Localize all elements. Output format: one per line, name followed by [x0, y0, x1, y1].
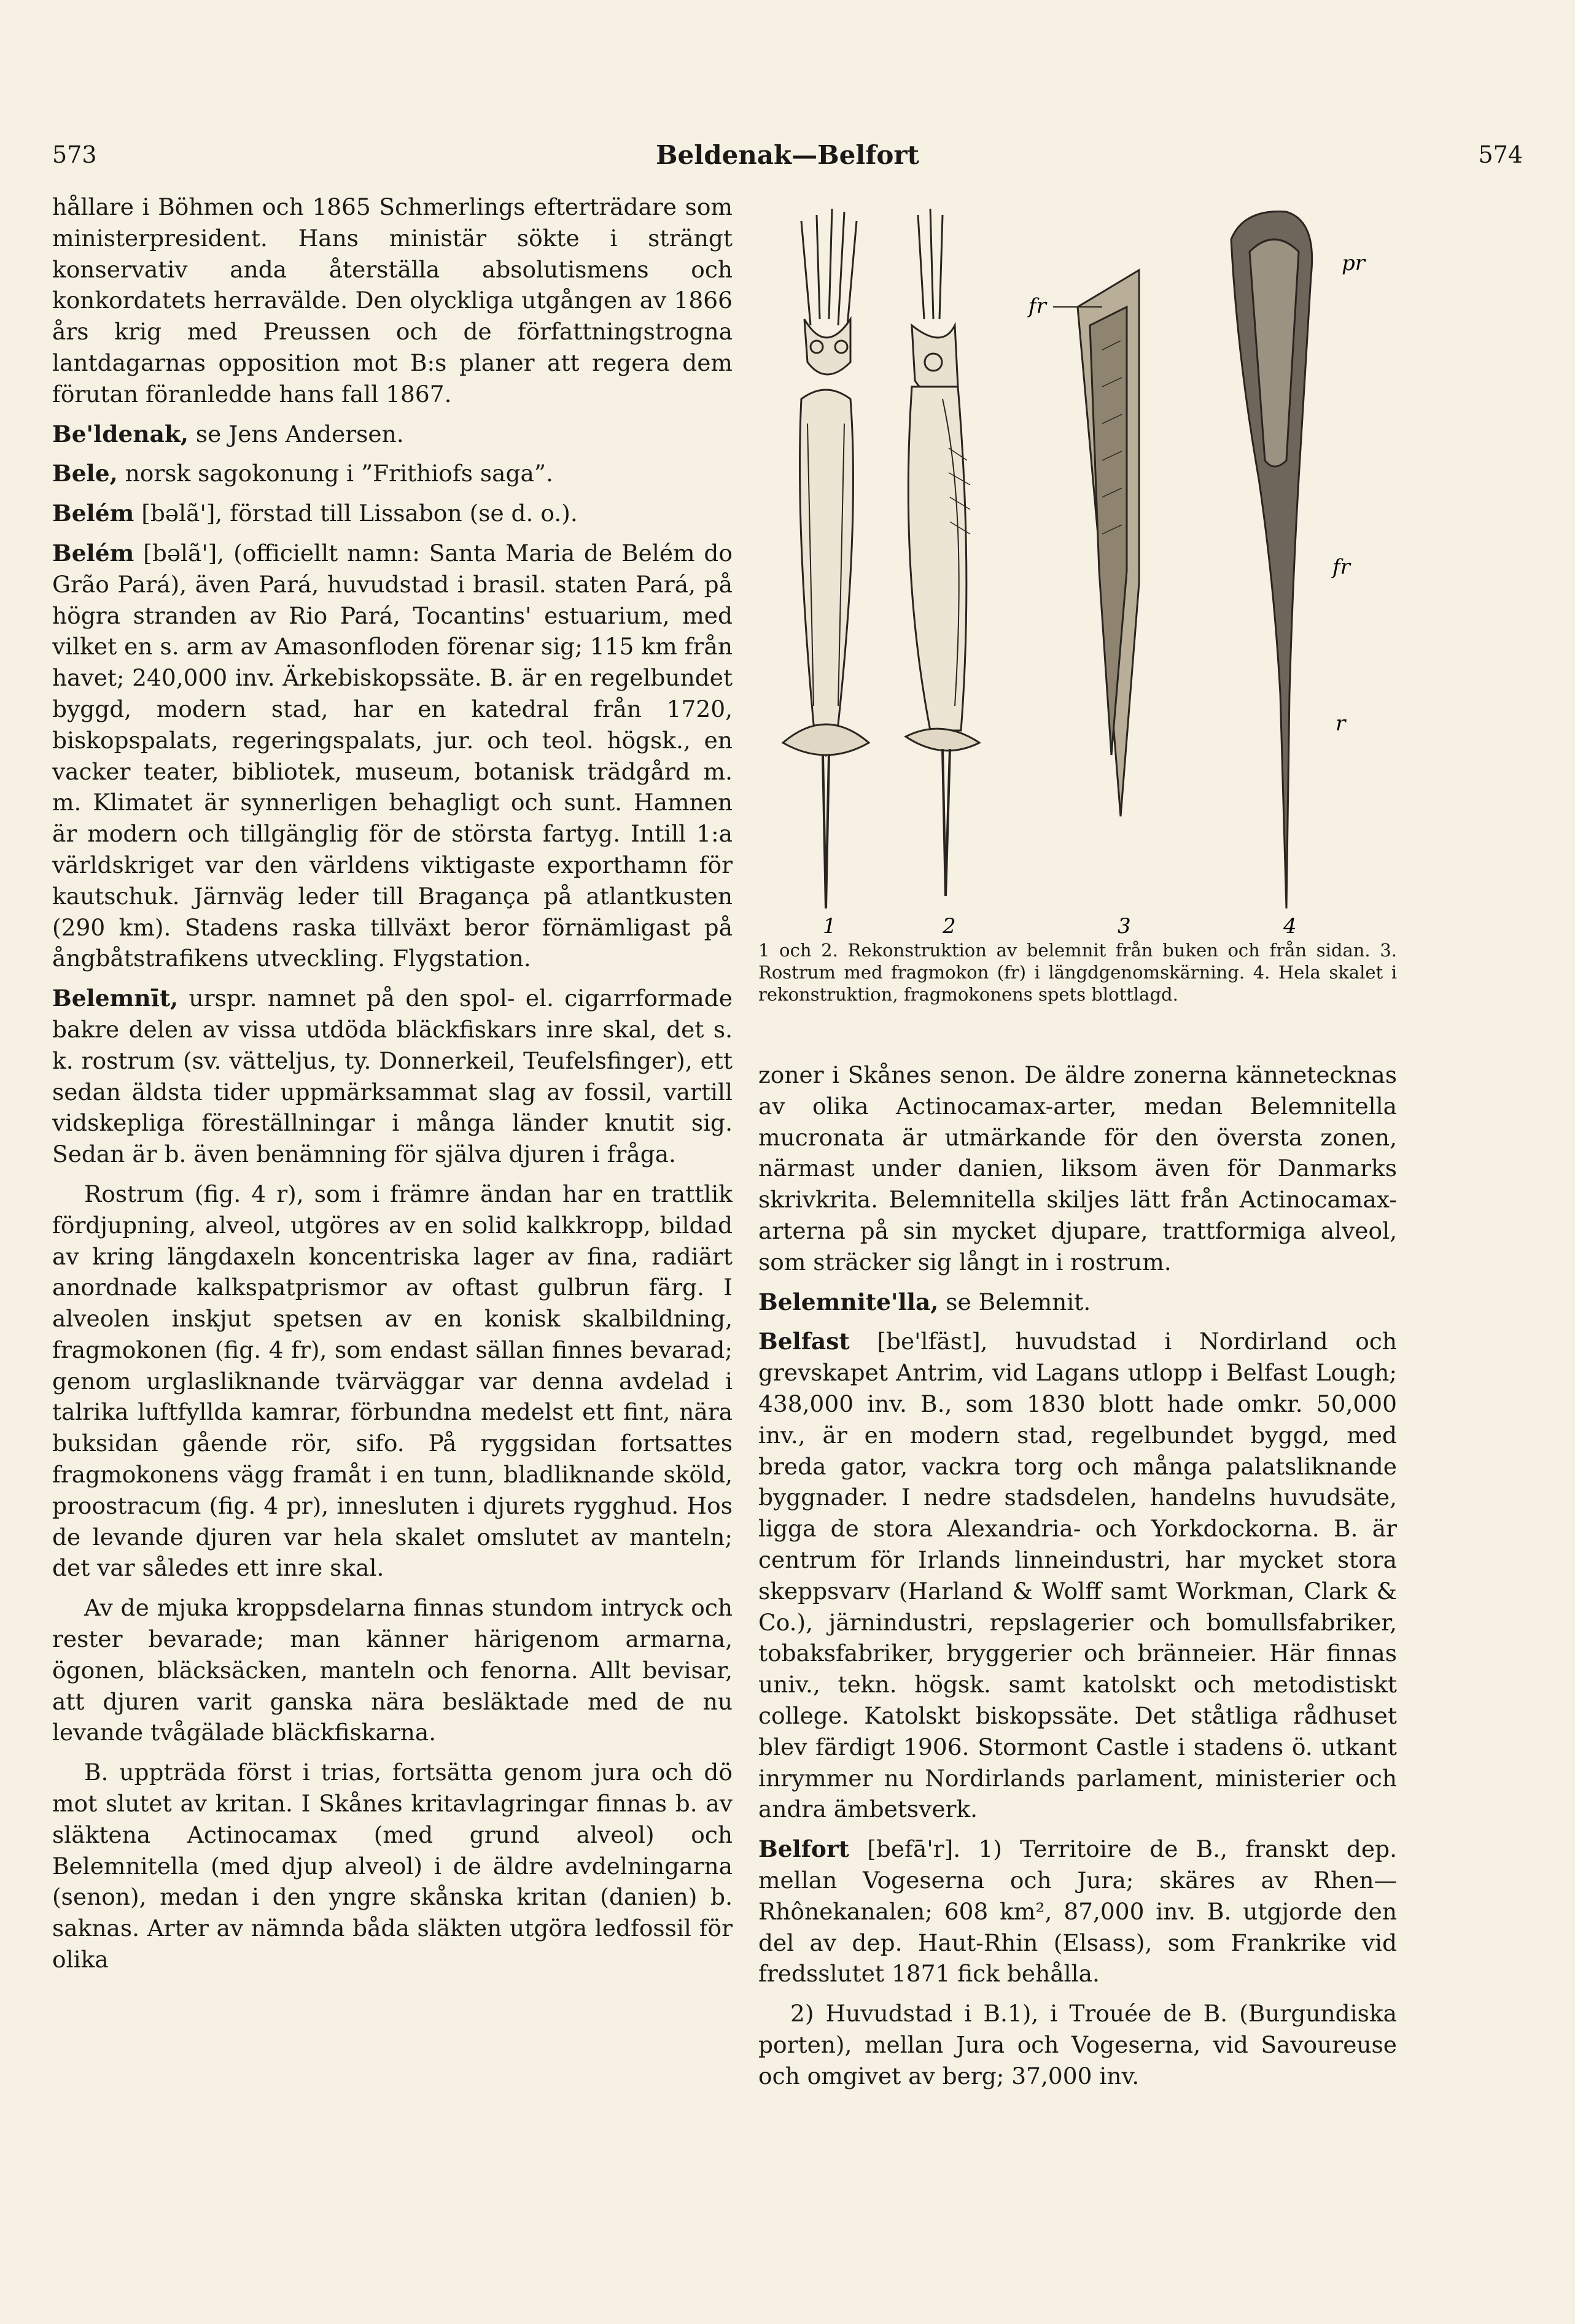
headword: Bele,	[52, 460, 118, 487]
page-number-left: 573	[52, 141, 97, 168]
running-head: Beldenak—Belfort	[656, 140, 919, 170]
entry-belem-1: Belém [bəlã'], förstad till Lissabon (se d. o.).	[52, 500, 578, 527]
headword: Belemnīt,	[52, 985, 179, 1012]
headword: Belém	[52, 539, 134, 567]
figure-2-drawing	[906, 209, 979, 896]
figure-number-4: 4	[1283, 914, 1297, 939]
headword: Belemnite'lla,	[758, 1288, 939, 1315]
entry-paragraph: 2) Huvudstad i B.1), i Trouée de B. (Burgundiska porten), mellan Jura och Vogeserna, vid Savoureuse och omgivet av berg; 37,000 inv.	[758, 2000, 1397, 2090]
entry-belemnit: Belemnīt, urspr. namnet på den spol- el. cigarrformade bakre delen av vissa utdöda bläckfiskars inre skal, det s. k. rostrum (sv. vätteljus, ty. Donnerkeil, Teufelsfinger), ett sedan äldsta tider uppmärksammat slag av fossil, vartill vidskepliga föreställningar i många länder knutit sig. Sedan är b. även benämning för själva djuren i fråga.	[52, 985, 733, 1168]
entry-belem-2: Belém [bəlã'], (officiellt namn: Santa Maria de Belém do Grão Pará), även Pará, huvudstad i brasil. staten Pará, på högra stranden av Rio Pará, Tocantins' estuarium, med vilket en s. arm av Amasonfloden förenar sig; 115 km från havet; 240,000 inv. Ärkebiskopssäte. B. är en regelbundet byggd, modern stad, har en katedral från 1720, biskopspalats, regeringspalats, jur. och teol. högsk., en vacker teater, bibliotek, museum, botanisk trädgård m. m. Klimatet är synnerligen behagligt och sunt. Hamnen är modern och tillgänglig för de största fartyg. Intill 1:a världskriget var den världens viktigaste exporthamn för kautschuk. Järnväg leder till Bragança på atlantkusten (290 km). Stadens raska tillväxt beror förnämligast på ångbåtstrafikens utveckling. Flygstation.	[52, 539, 733, 972]
belemnite-illustration	[758, 203, 1397, 939]
right-column	[758, 1059, 1397, 2101]
entry-bele: Bele, norsk sagokonung i ”Frithiofs saga”.	[52, 460, 553, 487]
headword: Belfort	[758, 1835, 850, 1863]
headword: Be'ldenak,	[52, 420, 189, 447]
entry-belfast: Belfast [be'lfäst], huvudstad i Nordirland och grevskapet Antrim, vid Lagans utlopp i Belfast Lough; 438,000 inv. B., som 1830 blott hade omkr. 50,000 inv., är en modern stad, regelbundet byggd, med breda gator, vackra torg och många palatsliknande byggnader. I nedre stadsdelen, handelns huvudsäte, ligga de stora Alexandria- och Yorkdockorna. B. är centrum för Irlands linneindustri, har mycket stora skeppsvarv (Harland & Wolff samt Workman, Clark & Co.), järnindustri, repslagerier och bomullsfabriker, tobaksfabriker, bryggerier och bränneier. Här finnas univ., tekn. högsk. samt katolskt och metodistiskt college. Katolskt biskopssäte. Det ståtliga rådhuset blev färdigt 1906. Stormont Castle i stadens ö. utkant inrymmer nu Nordirlands parlament, ministerier och andra ämbetsverk.	[758, 1328, 1397, 1823]
figure-3-drawing	[1078, 270, 1139, 816]
headword: Belém	[52, 500, 134, 527]
figure-caption: 1 och 2. Rekonstruktion av belemnit från buken och från sidan. 3. Rostrum med fragmokon (fr) i längdgenomskärning. 4. Hela skalet i rekonstruktion, fragmokonens spets blottlagd.	[758, 940, 1397, 1005]
page-number-right: 574	[1478, 141, 1523, 168]
entry-belfort: Belfort [befā'r]. 1) Territoire de B., franskt dep. mellan Vogeserna och Jura; skäres av Rhen—Rhônekanalen; 608 km², 87,000 inv. B. utgjorde den del av dep. Haut-Rhin (Elsass), som Frankrike vid fredsslutet 1871 fick behålla.	[758, 1835, 1397, 1988]
belemnite-figure	[758, 203, 1397, 988]
figure-number-2: 2	[943, 914, 956, 939]
entry-belemnitella: Belemnite'lla, se Belemnit.	[758, 1288, 1091, 1315]
entry-paragraph: B. uppträda först i trias, fortsätta genom jura och dö mot slutet av kritan. I Skånes kritavlagringar finnas b. av släktena Actinocamax (med grund alveol) och Belemnitella (med djup alveol) i de äldre avdelningarna (senon), medan i den yngre skånska kritan (danien) b. saknas. Arter av nämnda båda släkten utgöra ledfossil för olika	[52, 1759, 733, 1973]
entry-paragraph: Rostrum (fig. 4 r), som i främre ändan har en trattlik fördjupning, alveol, utgöres av en solid kalkkropp, bildad av kring längdaxeln koncentriska lager av fina, radiärt anordnade kalkspatprismor av oftast gulbrun färg. I alveolen inskjut spetsen av en konisk skalbildning, fragmokonen (fig. 4 fr), som endast sällan finnes bevarad; genom urglasliknande tvärväggar var denna avdelad i talrika luftfyllda kamrar, förbundna medelst ett fint, nära buksidan gående rör, sifo. På ryggsidan fortsattes fragmokonens vägg framåt i en tunn, bladliknande sköld, proostracum (fig. 4 pr), innesluten i djurets rygghud. Hos de levande djuren var hela skalet omslutet av manteln; det var således ett inre skal.	[52, 1180, 733, 1582]
figure-1-drawing	[783, 209, 869, 908]
figure-number-1: 1	[823, 914, 836, 939]
label-r: r	[1336, 711, 1346, 736]
headword: Belfast	[758, 1328, 850, 1355]
entry-paragraph: zoner i Skånes senon. De äldre zonerna kännetecknas av olika Actinocamax-arter, medan Belemnitella mucronata är utmärkande för den översta zonen, närmast under danien, liksom även för Danmarks skrivkrita. Belemnitella skiljes lätt från Actinocamax-arterna på sin mycket djupare, trattformiga alveol, som sträcker sig långt in i rostrum.	[758, 1061, 1397, 1276]
entry-beldenak: Be'ldenak, se Jens Andersen.	[52, 420, 404, 447]
label-pr: pr	[1342, 251, 1366, 276]
left-column	[52, 192, 733, 1984]
label-fr-3: fr	[1029, 294, 1046, 319]
entry-paragraph: Av de mjuka kroppsdelarna finnas stundom intryck och rester bevarade; man känner härigenom armarna, ögonen, bläcksäcken, manteln och fenorna. Allt bevisar, att djuren varit ganska nära besläktade med de nu levande tvågälade bläckfiskarna.	[52, 1594, 733, 1746]
figure-4-drawing	[1231, 212, 1312, 908]
label-fr-4: fr	[1332, 555, 1350, 579]
figure-number-3: 3	[1118, 914, 1131, 939]
entry-paragraph: hållare i Böhmen och 1865 Schmerlings efterträdare som ministerpresident. Hans ministär sökte i strängt konservativ anda återställa absolutismens och konkordatets herravälde. Den olyckliga utgången av 1866 års krig med Preussen och de författningstrogna lantdagarnas opposition mot B:s planer att regera dem förutan föranledde hans fall 1867.	[52, 193, 733, 408]
